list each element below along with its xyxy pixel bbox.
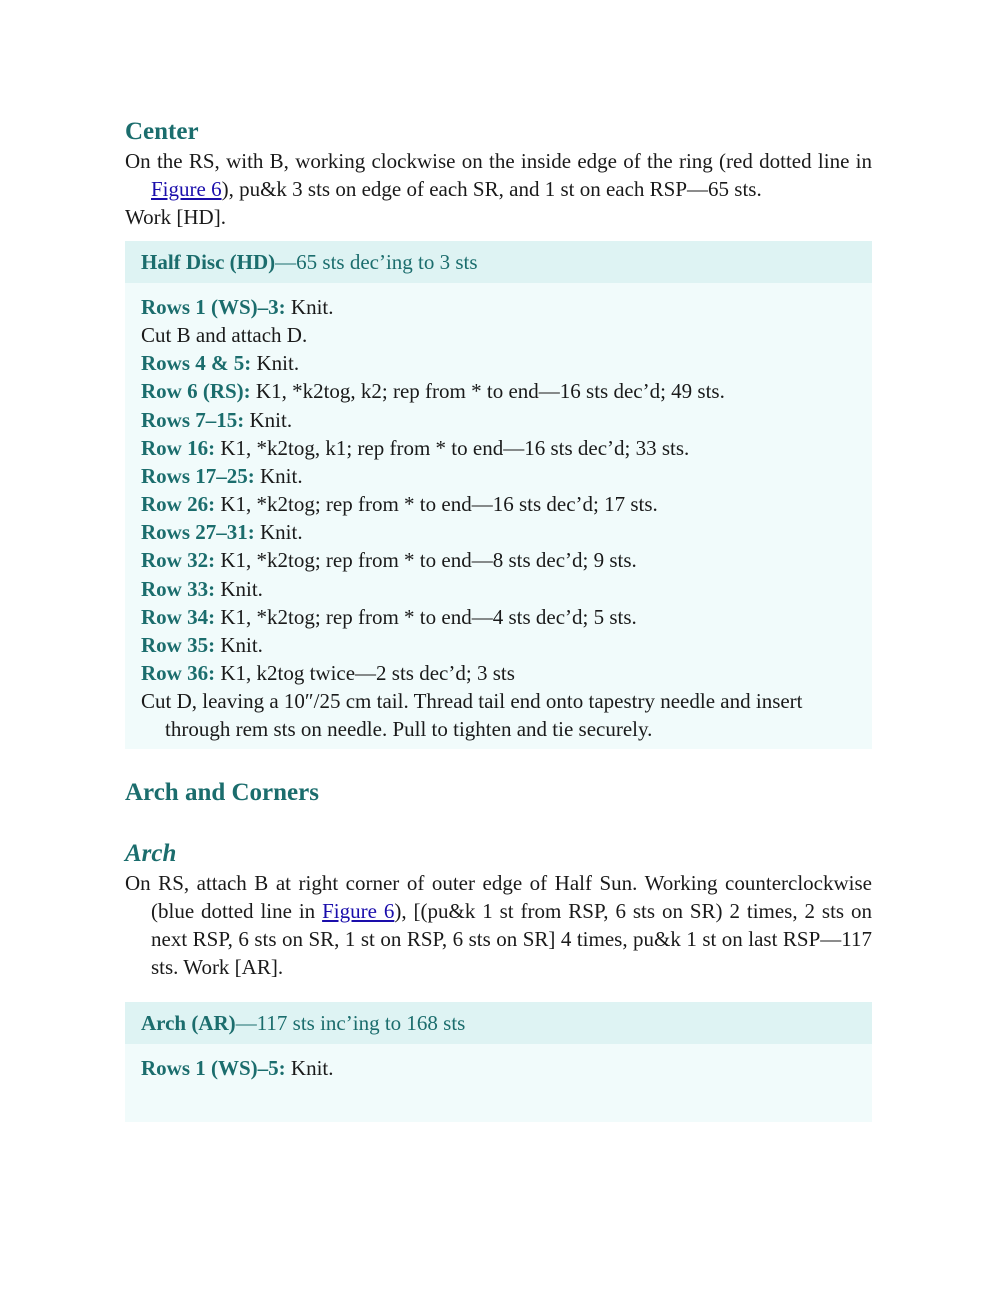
row-text: K1, *k2tog, k1; rep from * to end—16 sts dec’d; 33 sts. xyxy=(215,435,690,460)
arch-heading: Arch xyxy=(125,840,177,867)
row-label: Row 6 (RS): xyxy=(141,379,251,404)
pattern-row xyxy=(141,631,856,659)
row-text: Knit. xyxy=(215,632,263,657)
row-text: Knit. xyxy=(251,351,300,376)
center-instructions: On the RS, with B, working clockwise on the inside edge of the ring (red dotted line in Figure 6), pu&k 3 sts on edge of each SR, and 1 st on each RSP—65 sts. xyxy=(125,149,872,201)
arch-title: Arch (AR)—117 sts inc’ing to 168 sts xyxy=(125,1002,872,1044)
row-label: Row 34: xyxy=(141,604,216,629)
row-text: K1, *k2tog; rep from * to end—16 sts dec’d; 17 sts. xyxy=(215,492,658,517)
pattern-row xyxy=(141,575,856,603)
half-disc-rows xyxy=(125,283,872,752)
pattern-row xyxy=(141,293,856,321)
row-label: Rows 7–15: xyxy=(141,407,245,432)
figure-6-link-arch[interactable]: Figure 6 xyxy=(322,899,395,923)
pattern-row xyxy=(141,377,856,405)
pattern-row xyxy=(141,434,856,462)
page-content xyxy=(125,117,872,1122)
pattern-row xyxy=(141,490,856,518)
row-text: Cut B and attach D. xyxy=(141,323,308,348)
row-label: Row 35: xyxy=(141,632,216,657)
row-label: Rows 4 & 5: xyxy=(141,351,252,376)
pattern-row xyxy=(141,659,856,687)
row-label: Rows 27–31: xyxy=(141,520,255,545)
pattern-row xyxy=(141,1054,856,1082)
row-text: Cut D, leaving a 10″/25 cm tail. Thread tail end onto tapestry needle and insert through rem sts on needle. Pull to tighten and tie securely. xyxy=(141,689,803,742)
half-disc-box xyxy=(125,241,872,749)
row-label: Rows 17–25: xyxy=(141,463,255,488)
row-label: Row 36: xyxy=(141,661,216,686)
row-text: Knit. xyxy=(244,407,293,432)
row-label: Rows 1 (WS)–5: xyxy=(141,1056,286,1080)
row-text: K1, *k2tog; rep from * to end—4 sts dec’d; 5 sts. xyxy=(215,604,637,629)
row-text: Knit. xyxy=(285,1056,334,1080)
row-text: Knit. xyxy=(254,520,303,545)
pattern-row xyxy=(141,406,856,434)
pattern-row xyxy=(141,462,856,490)
pattern-row xyxy=(141,321,856,349)
row-text: K1, k2tog twice—2 sts dec’d; 3 sts xyxy=(215,661,515,686)
pattern-row xyxy=(141,349,856,377)
center-heading: Center xyxy=(125,118,199,145)
pattern-row xyxy=(141,546,856,574)
arch-box xyxy=(125,1002,872,1122)
row-text: Knit. xyxy=(285,295,334,319)
row-text: K1, *k2tog; rep from * to end—8 sts dec’d; 9 sts. xyxy=(215,548,637,573)
center-work-note: Work [HD]. xyxy=(125,205,226,229)
row-label: Rows 1 (WS)–3: xyxy=(141,295,286,319)
row-label: Row 16: xyxy=(141,435,216,460)
pattern-row xyxy=(141,687,856,743)
row-label: Row 26: xyxy=(141,492,216,517)
row-label: Row 33: xyxy=(141,576,216,601)
half-disc-title: Half Disc (HD)—65 sts dec’ing to 3 sts xyxy=(125,241,872,283)
pattern-row xyxy=(141,603,856,631)
arch-instructions: On RS, attach B at right corner of outer edge of Half Sun. Working counterclockwise (blue dotted line in Figure 6), [(pu&k 1 st from RSP, 6 sts on SR) 2 times, 2 sts on next RSP, 6 sts on SR, 1 st on RSP, 6 sts on SR] 4 times, pu&k 1 st on last RSP—117 sts. Work [AR]. xyxy=(125,871,873,979)
row-text: Knit. xyxy=(215,576,263,601)
arch-corners-heading: Arch and Corners xyxy=(125,779,319,806)
row-text: Knit. xyxy=(254,463,303,488)
figure-6-link[interactable]: Figure 6 xyxy=(151,177,222,201)
pattern-row xyxy=(141,518,856,546)
row-text: K1, *k2tog, k2; rep from * to end—16 sts dec’d; 49 sts. xyxy=(250,379,725,404)
row-label: Row 32: xyxy=(141,548,216,573)
arch-rows xyxy=(125,1044,872,1090)
